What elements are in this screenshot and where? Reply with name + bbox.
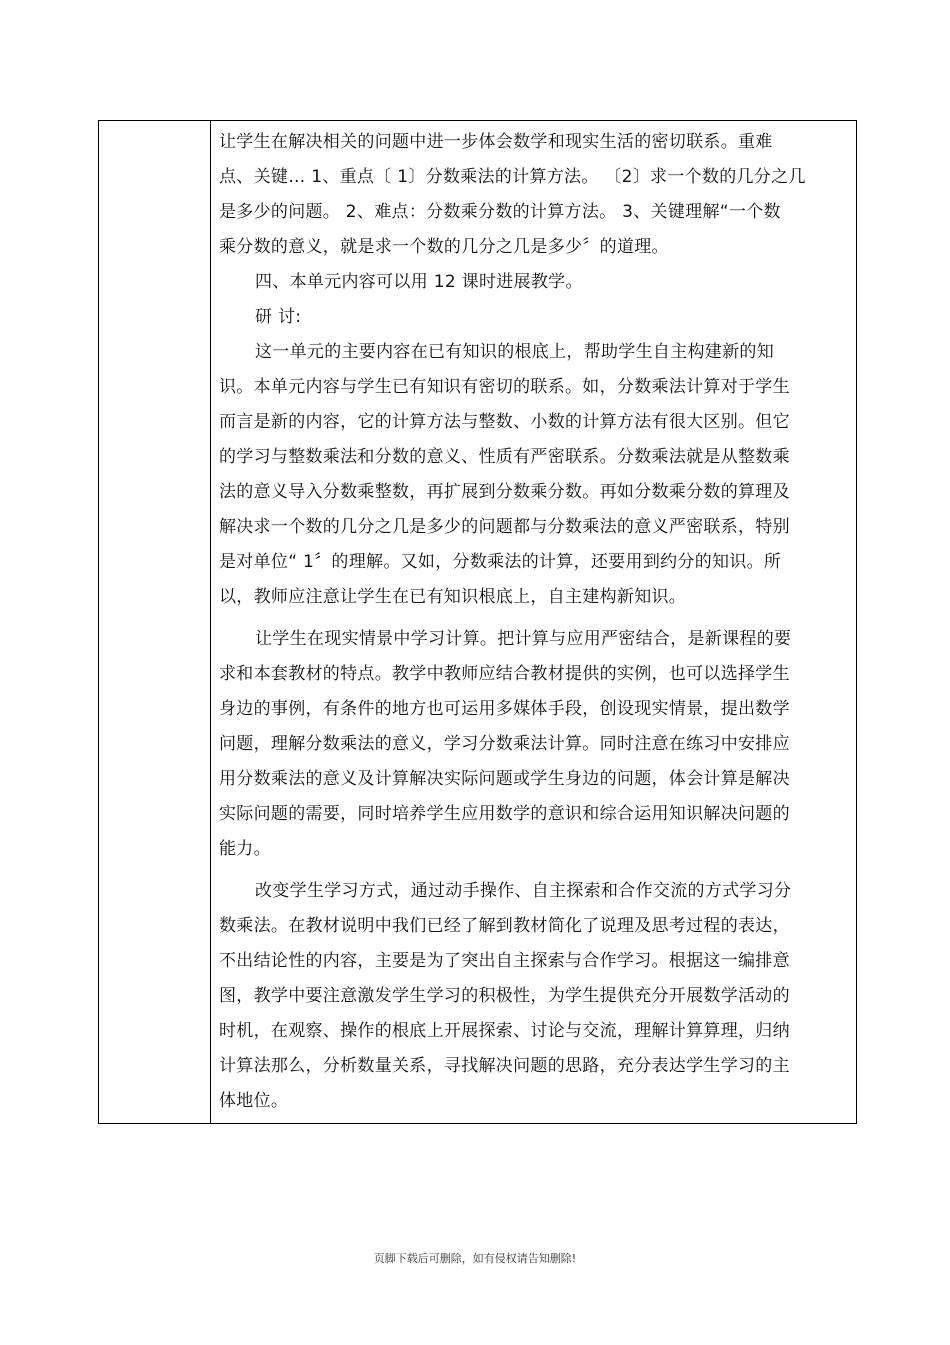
text-line: 这一单元的主要内容在已有知识的根底上，帮助学生自主构建新的知 [255,342,774,362]
text-line: 体地位。 [219,1091,289,1111]
text-line: 而言是新的内容，它的计算方法与整数、小数的计算方法有很大区别。但它 [219,412,790,432]
text-line: 求和本套教材的特点。教学中教师应结合教材提供的实例，也可以选择学生 [219,664,790,684]
text-line: 让学生在解决相关的问题中进一步体会数学和现实生活的密切联系。重难 [219,132,773,152]
text-line: 解决求一个数的几分之几是多少的问题都与分数乘法的意义严密联系，特别 [219,517,790,537]
table-content-cell [211,121,856,1123]
text-line: 点、关键… 1、重点〔 1〕分数乘法的计算方法。 〔2〕求一个数的几分之几 [219,167,806,187]
text-line: 的学习与整数乘法和分数的意义、性质有严密联系。分数乘法就是从整数乘 [219,447,790,467]
page-footer: 页脚下载后可删除，如有侵权请告知删除! [373,1252,577,1265]
paragraph-gap [219,615,842,622]
document-table [98,120,857,1124]
text-line: 能力。 [219,839,271,859]
text-line: 法的意义导入分数乘整数，再扩展到分数乘分数。再如分数乘分数的算理及 [219,482,790,502]
text-line: 不出结论性的内容，主要是为了突出自主探索与合作学习。根据这一编排意 [219,951,790,971]
text-line: 计算法那么，分析数量关系，寻找解决问题的思路，充分表达学生学习的主 [219,1056,790,1076]
text-line: 研 讨: [255,307,302,327]
text-line: 图，教学中要注意激发学生学习的积极性，为学生提供充分开展数学活动的 [219,986,790,1006]
text-line: 以，教师应注意让学生在已有知识根底上，自主建构新知识。 [219,587,687,607]
text-line: 乘分数的意义，就是求一个数的几分之几是多少〞的道理。 [219,237,669,257]
table-left-column [99,121,211,1123]
text-line: 让学生在现实情景中学习计算。把计算与应用严密结合，是新课程的要 [255,629,792,649]
text-line: 实际问题的需要，同时培养学生应用数学的意识和综合运用知识解决问题的 [219,804,790,824]
text-line: 四、本单元内容可以用 12 课时进展教学。 [255,272,583,292]
text-line: 是多少的问题。 2、难点：分数乘分数的计算方法。 3、关键理解“一个数 [219,202,781,222]
text-line: 是对单位“ 1〞的理解。又如，分数乘法的计算，还要用到约分的知识。所 [219,552,782,572]
text-line: 改变学生学习方式，通过动手操作、自主探索和合作交流的方式学习分 [255,881,792,901]
text-line: 用分数乘法的意义及计算解决实际问题或学生身边的问题，体会计算是解决 [219,769,790,789]
text-line: 身边的事例，有条件的地方也可运用多媒体手段，创设现实情景，提出数学 [219,699,790,719]
text-line: 问题，理解分数乘法的意义，学习分数乘法计算。同时注意在练习中安排应 [219,734,790,754]
paragraph-gap [219,867,842,874]
text-line: 时机，在观察、操作的根底上开展探索、讨论与交流，理解计算算理，归纳 [219,1021,790,1041]
text-line: 数乘法。在教材说明中我们已经了解到教材简化了说理及思考过程的表达， [219,916,790,936]
text-line: 识。本单元内容与学生已有知识有密切的联系。如，分数乘法计算对于学生 [219,377,790,397]
